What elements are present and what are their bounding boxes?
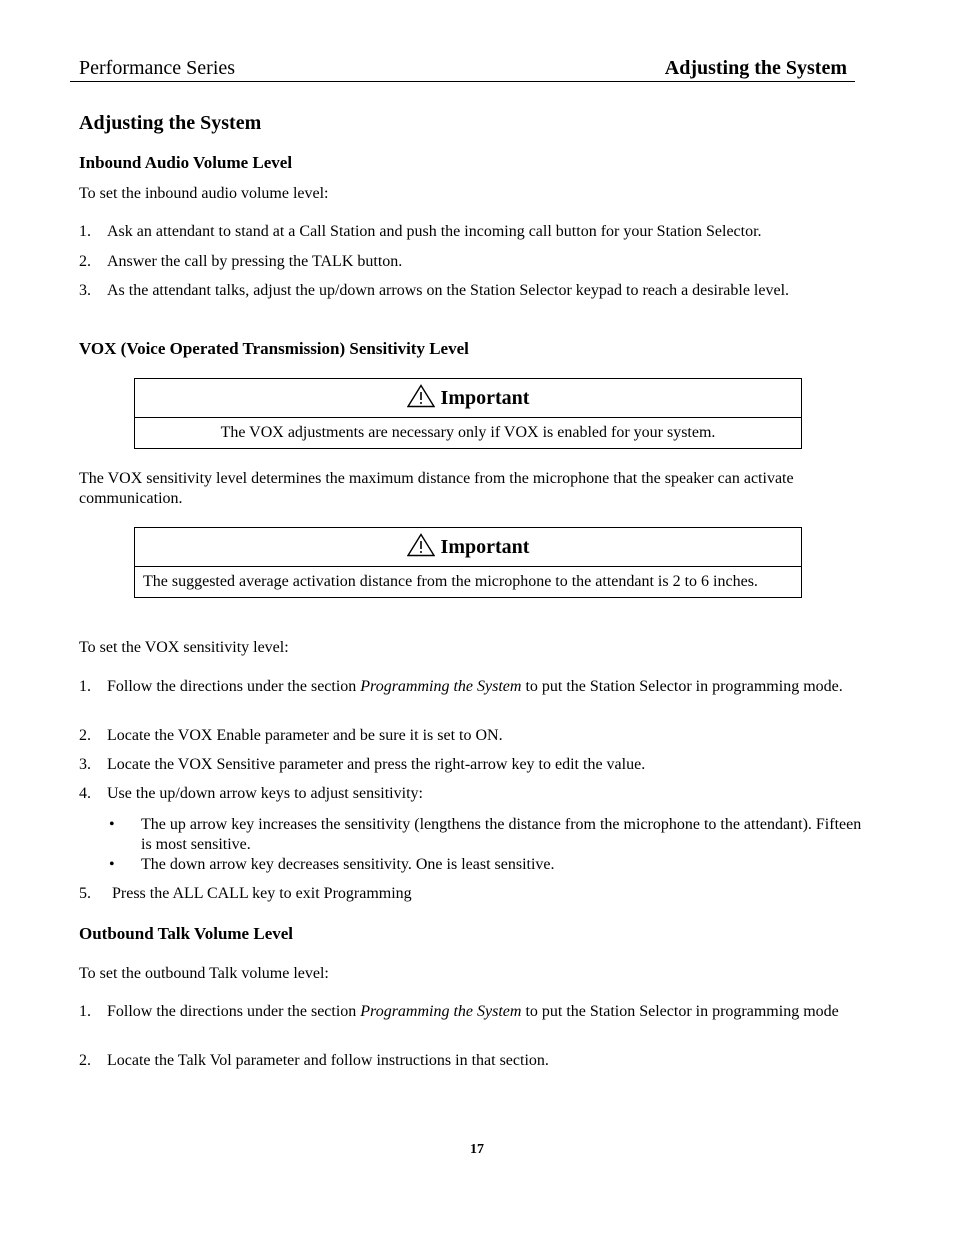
bullet-glyph: • <box>109 816 115 833</box>
vox-step-text: Press the ALL CALL key to exit Programming <box>112 885 412 902</box>
vox-step-number: 4. <box>79 785 91 802</box>
vox-step-number: 1. <box>79 678 91 695</box>
warning-icon <box>407 384 435 408</box>
inbound-step-text: Ask an attendant to stand at a Call Station and push the incoming call button for your Station Selector. <box>107 223 762 240</box>
vox-step-text <box>107 677 857 697</box>
outbound-step-number: 2. <box>79 1052 91 1069</box>
section-reference: Programming the System <box>360 678 522 695</box>
running-header-right: Adjusting the System <box>664 57 847 79</box>
page-title: Adjusting the System <box>79 112 262 134</box>
bullet-item: The down arrow key decreases sensitivity. One is least sensitive. <box>141 856 555 873</box>
vox-step-number: 5. <box>79 885 91 902</box>
outbound-intro: To set the outbound Talk volume level: <box>79 965 329 982</box>
inbound-intro: To set the inbound audio volume level: <box>79 185 329 202</box>
notice-title: Important <box>440 386 530 409</box>
step-text-part: Follow the directions under the section <box>107 1003 361 1020</box>
vox-heading: VOX (Voice Operated Transmission) Sensitivity Level <box>79 339 469 358</box>
notice-header <box>135 379 801 418</box>
notice-body: The VOX adjustments are necessary only if VOX is enabled for your system. <box>220 424 716 441</box>
important-notice-vox <box>134 378 802 449</box>
vox-step-number: 2. <box>79 727 91 744</box>
section-reference: Programming the System <box>360 1003 522 1020</box>
inbound-step-number: 2. <box>79 253 91 270</box>
vox-step-text: Locate the VOX Enable parameter and be sure it is set to ON. <box>107 727 503 744</box>
outbound-step-text: Locate the Talk Vol parameter and follow instructions in that section. <box>107 1052 549 1069</box>
vox-step-text: Use the up/down arrow keys to adjust sensitivity: <box>107 785 423 802</box>
step-text-part: Follow the directions under the section <box>107 678 361 695</box>
inbound-step-text: As the attendant talks, adjust the up/down arrows on the Station Selector keypad to reach a desirable level. <box>107 282 790 299</box>
step-text-part: to put the Station Selector in programming mode. <box>521 678 843 695</box>
header-rule <box>70 81 855 82</box>
bullet-item: The up arrow key increases the sensitivity (lengthens the distance from the microphone to the attendant). Fifteen is most sensitive. <box>141 816 862 853</box>
notice-header <box>135 528 801 567</box>
vox-step-number: 3. <box>79 756 91 773</box>
inbound-step-number: 3. <box>79 282 91 299</box>
notice-title: Important <box>440 535 530 558</box>
outbound-step-number: 1. <box>79 1003 91 1020</box>
running-header-left: Performance Series <box>79 57 236 79</box>
important-notice-distance <box>134 527 802 598</box>
warning-icon <box>407 533 435 557</box>
page-number: 17 <box>470 1142 484 1157</box>
step-text-part: to put the Station Selector in programming mode <box>521 1003 839 1020</box>
outbound-heading: Outbound Talk Volume Level <box>79 924 294 943</box>
vox-intro: To set the VOX sensitivity level: <box>79 639 289 656</box>
vox-description: The VOX sensitivity level determines the maximum distance from the microphone that the speaker can activate communication. <box>79 470 794 507</box>
bullet-glyph: • <box>109 856 115 873</box>
inbound-heading: Inbound Audio Volume Level <box>79 153 293 172</box>
vox-step-text: Locate the VOX Sensitive parameter and press the right-arrow key to edit the value. <box>107 756 646 773</box>
notice-body: The suggested average activation distance from the microphone to the attendant is 2 to 6 inches. <box>143 573 758 590</box>
outbound-step-text <box>107 1002 857 1022</box>
inbound-step-text: Answer the call by pressing the TALK button. <box>107 253 403 270</box>
inbound-step-number: 1. <box>79 223 91 240</box>
